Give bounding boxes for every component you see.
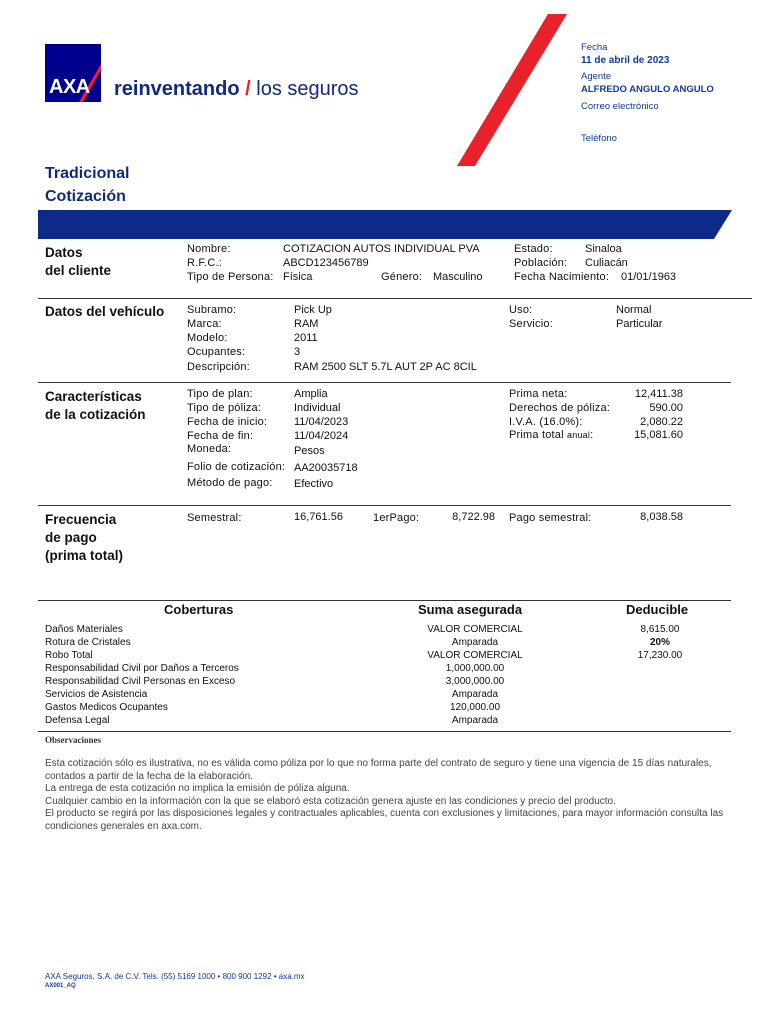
- pago-semestral-label: Pago semestral:: [509, 512, 592, 524]
- servicio-label: Servicio:: [509, 318, 553, 330]
- coverage-suma: 3,000,000.00: [445, 676, 505, 687]
- pago-semestral-value: 8,038.58: [640, 511, 683, 523]
- brand-tagline: [114, 78, 359, 101]
- nombre-label: Nombre:: [187, 243, 231, 255]
- axa-logo: [45, 44, 101, 102]
- metodo-value: Efectivo: [294, 478, 334, 490]
- coverage-deducible: 8,615.00: [640, 624, 680, 635]
- observacion-line: Cualquier cambio en la información con la que se elaboró esta cotización genera ajuste en las condiciones y precio del producto.: [45, 795, 616, 807]
- footer-code: AX001_AQ: [45, 983, 76, 989]
- cliente-title-line2: del cliente: [45, 263, 112, 278]
- divider: [38, 600, 731, 601]
- coverage-suma: Amparada: [451, 689, 499, 700]
- subramo-label: Subramo:: [187, 304, 237, 316]
- frecuencia-section-title: [45, 511, 123, 565]
- moneda-value: Pesos: [294, 445, 325, 457]
- coberturas-header: Coberturas: [164, 602, 234, 617]
- marca-label: Marca:: [187, 318, 222, 330]
- table-row: [45, 702, 735, 715]
- subramo-value: Pick Up: [294, 304, 332, 316]
- product-title: Tradicional: [45, 165, 130, 182]
- vehiculo-section-title: Datos del vehículo: [45, 304, 165, 319]
- servicio-value: Particular: [616, 318, 663, 330]
- coverage-name: Servicios de Asistencia: [45, 689, 148, 700]
- tagline-rest: los seguros: [256, 78, 359, 100]
- prima-neta-value: 12,411.38: [634, 388, 683, 400]
- correo-label: Correo electrónico: [581, 101, 659, 112]
- primer-pago-value: 8,722.98: [452, 511, 495, 523]
- observaciones-title: Observaciones: [45, 735, 101, 745]
- fin-value: 11/04/2024: [294, 430, 349, 442]
- table-row: [45, 715, 735, 728]
- table-row: [45, 624, 735, 637]
- footer-contact: AXA Seguros, S.A. de C.V. Tels. (55) 5169 1000 • 800 900 1292 • axa.mx: [45, 972, 305, 981]
- deducible-header: Deducible: [626, 602, 689, 617]
- nacimiento-value: 01/01/1963: [621, 271, 677, 283]
- ocupantes-value: 3: [294, 346, 301, 358]
- fin-label: Fecha de fin:: [187, 430, 254, 442]
- observacion-line: contados a partir de la fecha de la elaboración.: [45, 770, 253, 782]
- observacion-line: El producto se regirá por las disposiciones legales y contractuales aplicables, cuenta con exclusiones y limitaciones, para mayor información consulta las: [45, 808, 724, 819]
- coverage-list: [45, 624, 735, 728]
- metodo-label: Método de pago:: [187, 477, 273, 489]
- document-title: Cotización: [45, 188, 126, 205]
- rfc-value: ABCD123456789: [283, 257, 369, 269]
- coverage-deducible: 17,230.00: [637, 650, 683, 661]
- prima-total-value: 15,081.60: [634, 429, 683, 441]
- modelo-label: Modelo:: [187, 332, 228, 344]
- estado-label: Estado:: [514, 243, 553, 255]
- fecha-value: 11 de abril de 2023: [581, 55, 670, 66]
- rfc-label: R.F.C.:: [187, 257, 223, 269]
- table-row: [45, 676, 735, 689]
- genero-value: Masculino: [433, 271, 483, 283]
- marca-value: RAM: [294, 318, 319, 330]
- primer-pago-label: 1erPago:: [373, 512, 420, 524]
- coverage-name: Robo Total: [45, 650, 93, 661]
- divider: [38, 731, 731, 732]
- semestral-value: 16,761.56: [294, 511, 343, 523]
- table-row: [45, 663, 735, 676]
- plan-value: Amplia: [294, 388, 328, 400]
- plan-label: Tipo de plan:: [187, 388, 253, 400]
- coverage-suma: Amparada: [451, 715, 499, 726]
- observacion-line: condiciones generales en axa.com.: [45, 820, 202, 832]
- table-row: [45, 637, 735, 650]
- prima-total-suffix: anual: [567, 430, 591, 440]
- coverage-name: Responsabilidad Civil por Daños a Terceros: [45, 663, 239, 674]
- frecuencia-title-line3: (prima total): [45, 548, 124, 563]
- tipo-persona-label: Tipo de Persona:: [187, 271, 274, 283]
- ocupantes-label: Ocupantes:: [187, 346, 246, 358]
- cotizacion-section-title: [45, 388, 146, 424]
- observacion-line: La entrega de esta cotización no implica la emisión de póliza alguna.: [45, 783, 350, 794]
- prima-neta-label: Prima neta:: [509, 388, 568, 400]
- poliza-value: Individual: [294, 402, 341, 414]
- folio-label: Folio de cotización:: [187, 461, 286, 473]
- coverage-suma: VALOR COMERCIAL: [427, 624, 523, 635]
- derechos-value: 590.00: [649, 402, 683, 414]
- derechos-label: Derechos de póliza:: [509, 402, 611, 414]
- fecha-label: Fecha: [581, 42, 608, 53]
- suma-header: Suma asegurada: [418, 602, 523, 617]
- inicio-value: 11/04/2023: [294, 416, 349, 428]
- estado-value: Sinaloa: [585, 243, 622, 255]
- modelo-value: 2011: [294, 332, 318, 344]
- tipo-persona-value: Física: [283, 271, 313, 283]
- coverage-suma: 1,000,000.00: [445, 663, 505, 674]
- prima-total-label-text: Prima total: [509, 429, 564, 441]
- red-slash-decoration: [455, 12, 570, 167]
- nombre-value: COTIZACION AUTOS INDIVIDUAL PVA: [283, 243, 480, 255]
- table-row: [45, 689, 735, 702]
- coverage-suma: VALOR COMERCIAL: [427, 650, 523, 661]
- coverage-deducible: 20%: [649, 637, 670, 648]
- iva-label: I.V.A. (16.0%):: [509, 416, 583, 428]
- table-row: [45, 650, 735, 663]
- observacion-line: Esta cotización sólo es ilustrativa, no es válida como póliza por lo que no forma parte del contrato de seguro y tiene una vigencia de 15 días naturales,: [45, 758, 712, 769]
- tagline-slash: /: [245, 78, 251, 100]
- coverage-name: Rotura de Cristales: [45, 637, 131, 648]
- cliente-section-title: [45, 244, 111, 280]
- divider: [38, 382, 731, 383]
- coverage-name: Daños Materiales: [45, 624, 123, 635]
- poliza-label: Tipo de póliza:: [187, 402, 262, 414]
- tagline-bold: reinventando: [114, 78, 240, 100]
- agente-value: ALFREDO ANGULO ANGULO: [581, 84, 714, 95]
- descripcion-value: RAM 2500 SLT 5.7L AUT 2P AC 8CIL: [294, 361, 477, 373]
- inicio-label: Fecha de inicio:: [187, 416, 268, 428]
- coverage-suma: 120,000.00: [449, 702, 501, 713]
- coverage-name: Defensa Legal: [45, 715, 110, 726]
- prima-total-label: Prima total anual:: [509, 429, 594, 441]
- uso-label: Uso:: [509, 304, 533, 316]
- coverage-name: Gastos Medicos Ocupantes: [45, 702, 168, 713]
- navy-band: [38, 210, 732, 239]
- frecuencia-title-line2: de pago: [45, 530, 97, 545]
- logo-text: AXA: [49, 76, 90, 98]
- iva-value: 2,080.22: [640, 416, 683, 428]
- cliente-title-line1: Datos: [45, 245, 83, 260]
- genero-label: Género:: [381, 271, 423, 283]
- descripcion-label: Descripción:: [187, 361, 250, 373]
- coverage-name: Responsabilidad Civil Personas en Exceso: [45, 676, 236, 687]
- nacimiento-label: Fecha Nacimiento:: [514, 271, 610, 283]
- cotizacion-title-line1: Características: [45, 389, 142, 404]
- frecuencia-title-line1: Frecuencia: [45, 512, 117, 527]
- observaciones-text: [45, 758, 723, 833]
- divider: [38, 505, 731, 506]
- poblacion-value: Culiacán: [585, 257, 628, 269]
- agente-label: Agente: [581, 71, 612, 82]
- divider: [38, 298, 752, 299]
- folio-value: AA20035718: [294, 462, 358, 474]
- uso-value: Normal: [616, 304, 652, 316]
- telefono-label: Teléfono: [581, 133, 617, 144]
- moneda-label: Moneda:: [187, 443, 232, 455]
- cotizacion-title-line2: de la cotización: [45, 407, 146, 422]
- semestral-label: Semestral:: [187, 512, 242, 524]
- poblacion-label: Población:: [514, 257, 568, 269]
- coverage-suma: Amparada: [451, 637, 499, 648]
